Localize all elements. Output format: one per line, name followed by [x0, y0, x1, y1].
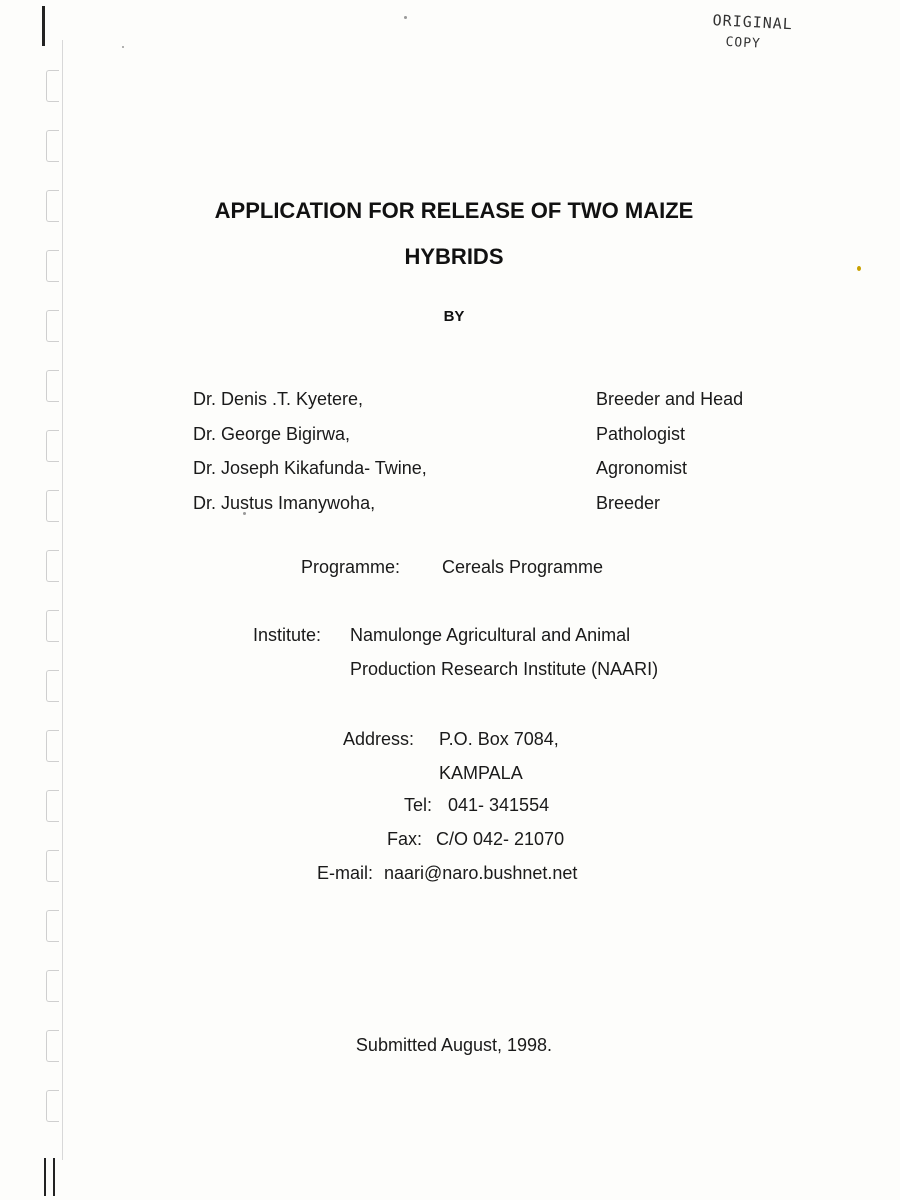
binding-edge-line — [62, 40, 63, 1160]
tel-value: 041- 341554 — [448, 795, 550, 815]
punch-hole — [46, 310, 59, 342]
handwritten-note-line2: COPY — [725, 34, 762, 52]
punch-hole — [46, 910, 59, 942]
punch-hole — [46, 970, 59, 1002]
address-field — [0, 722, 900, 792]
tel-field — [0, 788, 900, 822]
punch-hole — [46, 130, 59, 162]
author-name: Dr. Joseph Kikafunda- Twine, — [193, 458, 427, 478]
programme-value: Cereals Programme — [442, 557, 604, 577]
submission-date: Submitted August, 1998. — [355, 1035, 553, 1055]
address-value — [439, 722, 559, 790]
programme-label: Programme: — [300, 557, 400, 577]
author-row — [193, 382, 793, 417]
author-row — [193, 486, 793, 521]
author-list — [193, 382, 793, 520]
document-title — [100, 188, 808, 280]
punch-hole — [46, 1090, 59, 1122]
institute-value — [350, 618, 658, 686]
fax-field — [0, 822, 900, 856]
author-name: Dr. George Bigirwa, — [193, 423, 351, 444]
author-role: Breeder and Head — [596, 389, 744, 409]
binding-strip — [0, 0, 70, 1200]
author-name: Dr. Justus Imanywoha, — [193, 492, 376, 513]
title-line1: APPLICATION FOR RELEASE OF TWO MAIZE — [214, 198, 694, 223]
fax-label: Fax: — [386, 829, 422, 849]
punch-hole — [46, 370, 59, 402]
email-value: naari@naro.bushnet.net — [384, 863, 578, 883]
author-role: Breeder — [596, 492, 661, 513]
scan-speck — [122, 46, 124, 48]
binding-mark-bottom — [44, 1158, 55, 1196]
institute-line2: Production Research Institute (NAARI) — [350, 659, 659, 679]
by-label: BY — [443, 308, 465, 325]
handwritten-note — [711, 10, 863, 60]
programme-field — [0, 550, 900, 584]
scan-speck — [857, 266, 861, 271]
punch-hole — [46, 70, 59, 102]
punch-hole — [46, 490, 59, 522]
email-field — [0, 856, 900, 890]
fax-value: C/O 042- 21070 — [436, 829, 565, 849]
punch-hole — [46, 430, 59, 462]
address-label: Address: — [342, 729, 414, 749]
institute-field — [0, 618, 900, 688]
author-role: Agronomist — [596, 458, 688, 478]
binding-mark-top — [42, 6, 45, 46]
institute-line1: Namulonge Agricultural and Animal — [350, 625, 631, 645]
author-row — [193, 451, 793, 486]
punch-hole — [46, 190, 59, 222]
institute-label: Institute: — [252, 625, 321, 645]
author-row — [193, 417, 793, 452]
author-role: Pathologist — [596, 423, 686, 444]
scan-speck — [404, 16, 407, 19]
title-line2: HYBRIDS — [404, 244, 504, 269]
author-name: Dr. Denis .T. Kyetere, — [193, 389, 364, 409]
punch-hole — [46, 1030, 59, 1062]
address-line1: P.O. Box 7084, — [439, 729, 559, 749]
handwritten-note-line1: ORIGINAL — [712, 11, 794, 34]
punch-hole — [46, 250, 59, 282]
tel-label: Tel: — [403, 795, 432, 815]
address-line2: KAMPALA — [439, 763, 523, 783]
email-label: E-mail: — [316, 863, 373, 883]
scan-speck — [243, 512, 246, 515]
